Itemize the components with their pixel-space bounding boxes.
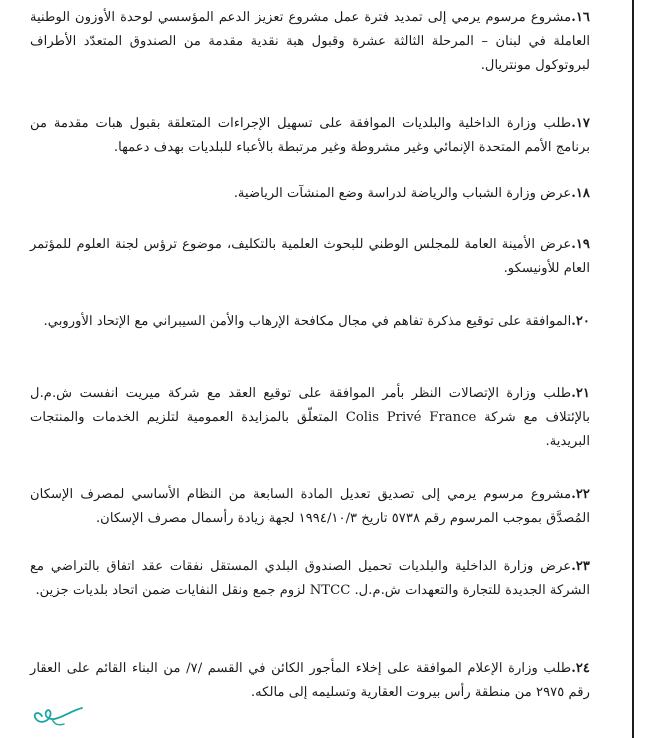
item-text: عرض وزارة الداخلية والبلديات تحميل الصندوق البلدي المستقل نفقات عقد اتفاق بالتراضي مع الشركة الجديدة للتجارة والتعهدات ش.م.ل. NTCC لزوم جمع ونقل النفايات ضمن اتحاد بلديات جزين.: [30, 559, 590, 598]
item-number: ٢٢.: [571, 487, 590, 502]
page-right-border: [632, 0, 634, 738]
agenda-item-19: [30, 233, 590, 281]
item-number: ١٧.: [571, 116, 590, 131]
item-text: الموافقة على توقيع مذكرة تفاهم في مجال مكافحة الإرهاب والأمن السيبراني مع الإتحاد الأوروبي.: [43, 314, 572, 329]
item-number: ٢٤.: [571, 661, 591, 676]
agenda-item-23: [30, 555, 590, 603]
agenda-item-17: [30, 112, 590, 160]
agenda-item-18: [30, 182, 590, 206]
agenda-item-22: [30, 483, 590, 531]
item-number: ١٨.: [571, 186, 590, 201]
agenda-item-20: [30, 310, 590, 334]
agenda-item-16: [30, 6, 590, 78]
item-text: مشروع مرسوم يرمي إلى تصديق تعديل المادة السابعة من النظام الأساسي لمصرف الإسكان المُصدَّق بموجب المرسوم رقم ٥٧٣٨ تاريخ ١٩٩٤/١٠/٣ لجهة زيادة رأسمال مصرف الإسكان.: [30, 487, 590, 526]
item-text: عرض وزارة الشباب والرياضة لدراسة وضع المنشآت الرياضية.: [233, 186, 572, 201]
agenda-item-24: [30, 657, 590, 705]
item-text: مشروع مرسوم يرمي إلى تمديد فترة عمل مشروع تعزيز الدعم المؤسسي لوحدة الأوزون الوطنية العاملة في لبنان – المرحلة الثالثة عشرة وقبول هبة نقدية مقدمة من الصندوق المتعدّد الأطراف لبروتوكول مونتريال.: [30, 10, 590, 73]
item-number: ١٦.: [571, 10, 590, 25]
item-text: طلب وزارة الداخلية والبلديات الموافقة على تسهيل الإجراءات المتعلقة بقبول هبات مقدمة من برنامج الأمم المتحدة الإنمائي وغير مشروطة وغير مرتبطة بالأعباء للبلديات بهدف دعمها.: [30, 116, 590, 155]
agenda-item-21: [30, 382, 590, 454]
item-number: ٢١.: [571, 386, 590, 401]
item-text: عرض الأمينة العامة للمجلس الوطني للبحوث العلمية بالتكليف، موضوع ترؤس لجنة العلوم للمؤتمر العام للأونيسكو.: [30, 237, 590, 276]
item-text: طلب وزارة الإعلام الموافقة على إخلاء المأجور الكائن في القسم /٧/ من البناء القائم على العقار رقم ٢٩٧٥ من منطقة رأس بيروت العقارية وتسليمه إلى مالكه.: [30, 661, 590, 700]
signature-mark: [28, 700, 98, 730]
item-text: طلب وزارة الإتصالات النظر بأمر الموافقة على توقيع العقد مع شركة ميريت انفست ش.م.ل بالإئتلاف مع شركة Colis Privé France المتعلّق بالمزايدة العمومية لتلزيم الخدمات والمنتجات البريدية.: [30, 386, 590, 449]
item-number: ٢٠.: [571, 314, 590, 329]
item-number: ٢٣.: [571, 559, 590, 574]
item-number: ١٩.: [571, 237, 590, 252]
